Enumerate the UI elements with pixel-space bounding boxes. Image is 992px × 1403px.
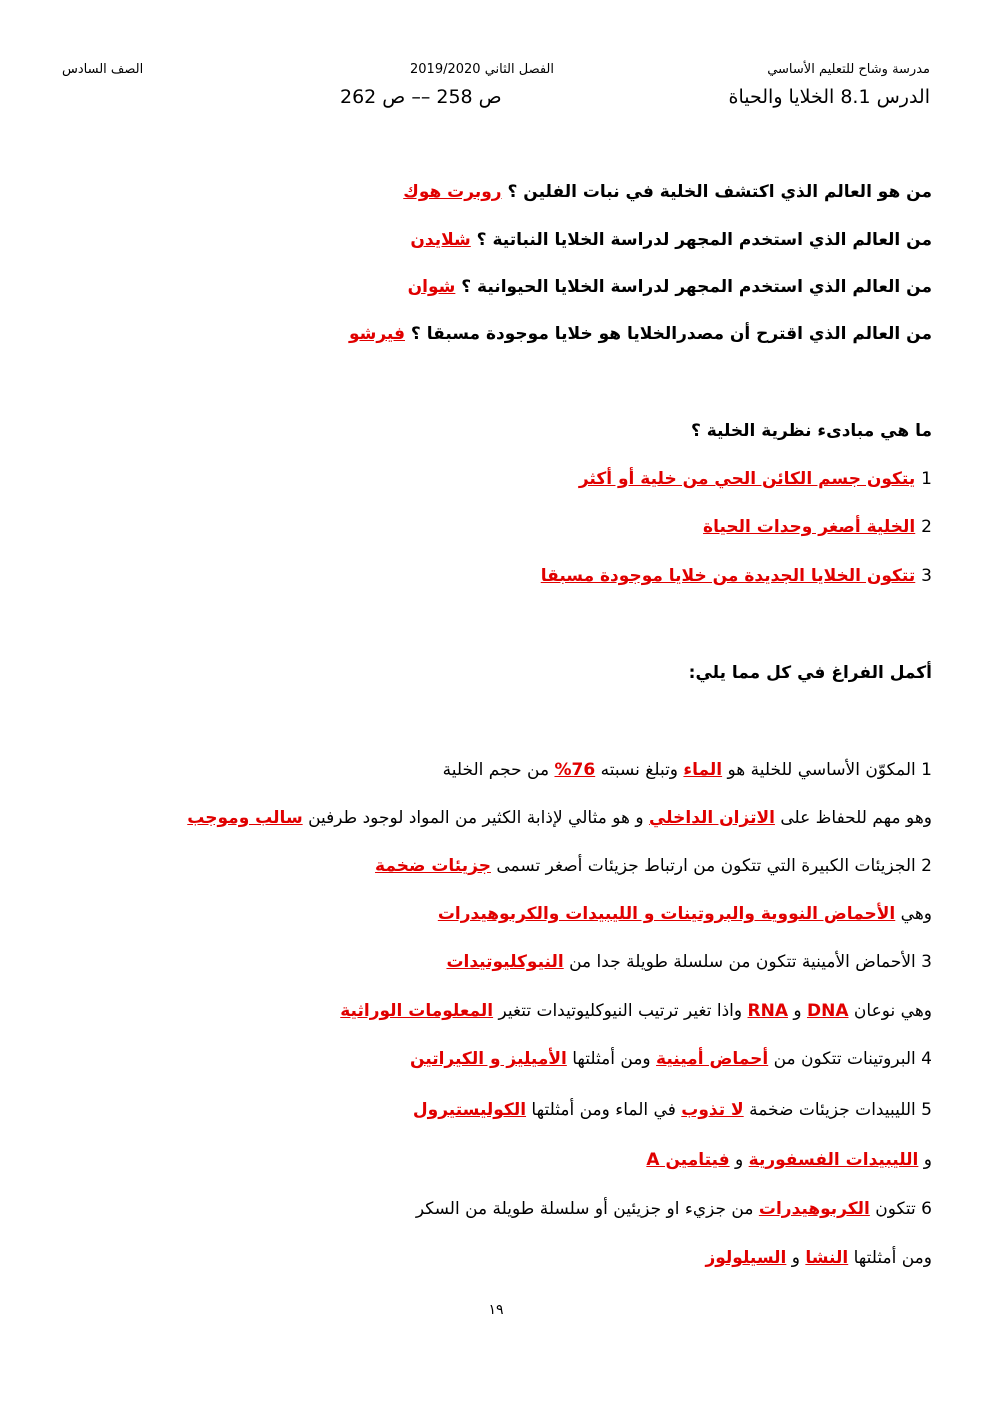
fill-line: 1 المكوّن الأساسي للخلية هو الماء وتبلغ نسبته 76% من حجم الخلية [442,760,932,780]
fill-line: وهي الأحماض النووية والبروتينات و الليبيدات والكربوهيدرات [437,904,932,924]
page-range: ص 258 –– ص 262 [340,86,502,108]
fill-line: 4 البروتينات تتكون من أحماض أمينية ومن أمثلتها الأميليز و الكيراتين [409,1049,932,1069]
term-label: الفصل الثاني 2019/2020 [410,62,555,77]
principles-title: ما هي مبادىء نظرية الخلية ؟ [690,421,932,441]
school-name: مدرسة وشاح للتعليم الأساسي [767,62,930,77]
scientist-question: من العالم الذي استخدم المجهر لدراسة الخلايا الحيوانية ؟ شوان [407,277,932,297]
fill-line: 2 الجزيئات الكبيرة التي تتكون من ارتباط جزيئات أصغر تسمى جزيئات ضخمة [375,856,932,876]
principle-item: 2 الخلية أصغر وحدات الحياة [703,517,932,537]
scientist-answer: شلايدن [410,230,471,250]
fill-line: 6 تتكون الكربوهيدرات من جزيء او جزيئين أو سلسلة طويلة من السكر [415,1199,932,1219]
fill-line: وهو مهم للحفاظ على الاتزان الداخلي و هو مثالي لإذابة الكثير من المواد لوجود طرفين سالب وموجب [187,808,932,828]
fill-line: 3 الأحماض الأمينية تتكون من سلسلة طويلة جدا من النيوكليوتيدات [446,952,932,972]
scientist-answer: روبرت هوك [403,182,502,202]
scientist-question: من العالم الذي استخدم المجهر لدراسة الخلايا النباتية ؟ شلايدن [410,230,932,250]
principle-item: 1 يتكون جسم الكائن الحي من خلية أو أكثر [578,469,932,489]
scientist-answer: شوان [407,277,456,297]
fill-line: ومن أمثلتها النشا و السيلولوز [705,1248,932,1268]
fill-line: وهي نوعان DNA و RNA واذا تغير ترتيب النيوكليوتيدات تتغير المعلومات الوراثية [340,1001,932,1021]
fill-line: و الليبيدات الفسفورية و فيتامين A [646,1150,932,1170]
scientist-question: من العالم الذي اقترح أن مصدرالخلايا هو خلايا موجودة مسبقا ؟ فيرشو [348,324,932,344]
lesson-title: الدرس 8.1 الخلايا والحياة [728,86,930,108]
scientist-answer: فيرشو [348,324,405,344]
fill-line: 5 الليبيدات جزيئات ضخمة لا تذوب في الماء ومن أمثلتها الكوليستيرول [412,1100,932,1120]
principle-item: 3 تتكون الخلايا الجديدة من خلايا موجودة مسبقا [540,566,932,586]
fill-title: أكمل الفراغ في كل مما يلي: [688,663,932,683]
grade-label: الصف السادس [62,62,144,77]
page-number: ١٩ [488,1302,504,1318]
scientist-question: من هو العالم الذي اكتشف الخلية في نبات الفلين ؟ روبرت هوك [403,182,932,202]
